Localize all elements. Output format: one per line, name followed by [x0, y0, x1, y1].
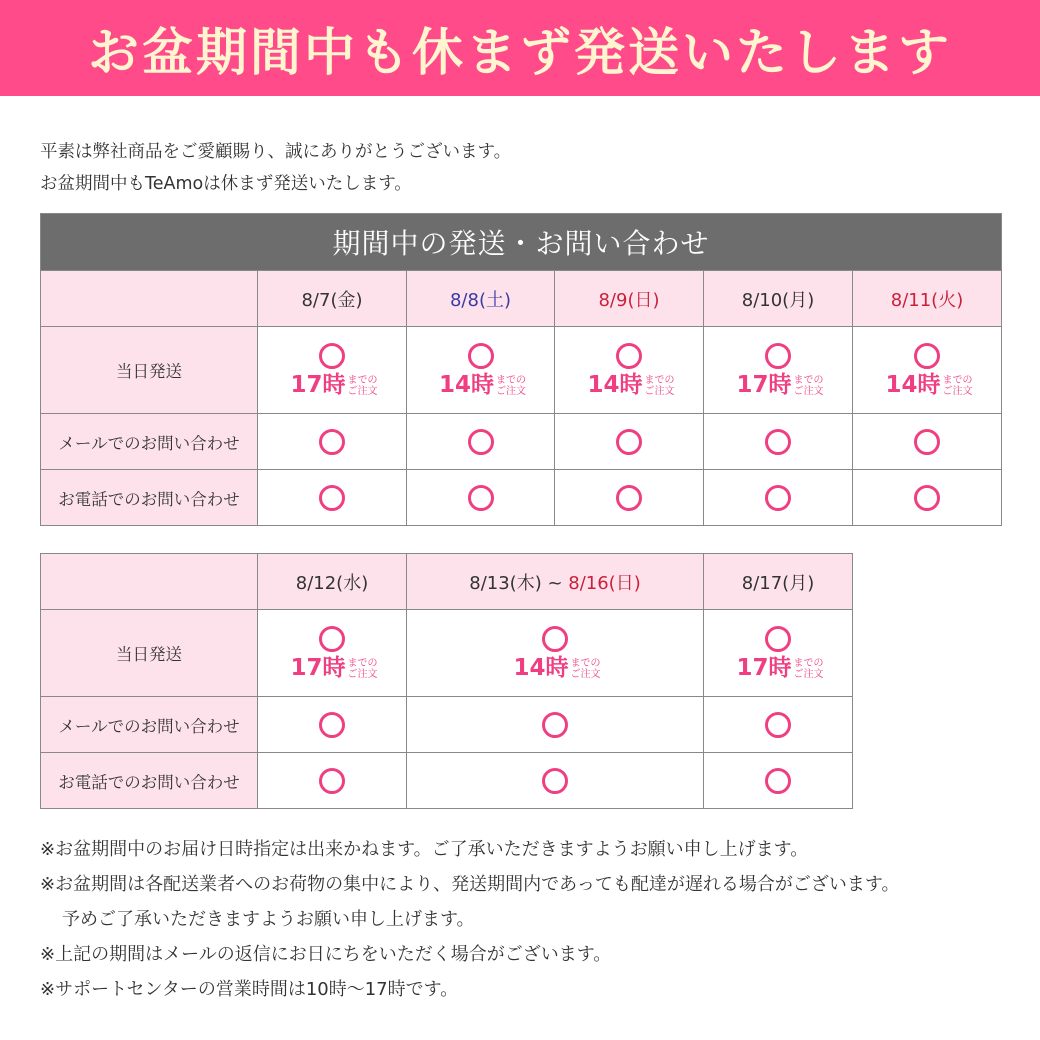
- cutoff-time: [262, 657, 406, 680]
- circle-mark-icon: [542, 626, 568, 652]
- cutoff-time: [559, 374, 703, 397]
- cutoff-note: までの: [347, 657, 378, 669]
- email-cell: [407, 697, 704, 753]
- date-header: 8/7(金): [258, 271, 407, 327]
- shipping-cell: [407, 610, 704, 697]
- shipping-cell: [258, 327, 407, 414]
- circle-mark-icon: [616, 485, 642, 511]
- circle-mark-icon: [765, 485, 791, 511]
- cutoff-note: までの: [644, 374, 675, 386]
- row-label-phone-inquiry: お電話でのお問い合わせ: [41, 470, 258, 526]
- note-line: ※上記の期間はメールの返信にお日にちをいただく場合がございます。: [40, 944, 612, 965]
- note-line: ※お盆期間中のお届け日時指定は出来かねます。ご了承いただきますようお願い申し上げます。: [40, 839, 809, 860]
- circle-mark-icon: [542, 768, 568, 794]
- cutoff-note: ご注文: [347, 668, 378, 680]
- phone-cell: [853, 470, 1002, 526]
- cutoff-note: までの: [942, 374, 973, 386]
- row-label-email-inquiry: メールでのお問い合わせ: [41, 414, 258, 470]
- row-label-same-day-shipping: 当日発送: [41, 327, 258, 414]
- cutoff-time: [262, 374, 406, 397]
- circle-mark-icon: [765, 429, 791, 455]
- circle-mark-icon: [914, 343, 940, 369]
- phone-cell: [407, 753, 704, 809]
- cutoff-note: までの: [496, 374, 526, 386]
- cutoff-note: ご注文: [496, 385, 526, 397]
- email-cell: [704, 697, 853, 753]
- date-range-start: 8/13(木) ~: [469, 572, 569, 594]
- email-cell: [258, 697, 407, 753]
- cutoff-time: [857, 374, 1001, 397]
- cutoff-hour: 14時: [438, 372, 494, 398]
- cutoff-note: までの: [793, 657, 824, 669]
- phone-cell: [258, 753, 407, 809]
- email-cell: [704, 414, 853, 470]
- email-cell: [555, 414, 704, 470]
- page-banner: [0, 0, 1040, 96]
- banner-title: お盆期間中も休まず発送いたします: [87, 24, 952, 83]
- circle-mark-icon: [319, 712, 345, 738]
- cutoff-time: [411, 657, 703, 680]
- cutoff-note: ご注文: [793, 668, 824, 680]
- circle-mark-icon: [542, 712, 568, 738]
- intro-line-1: 平素は弊社商品をご愛顧賜り、誠にありがとうございます。: [40, 142, 512, 162]
- cutoff-note: までの: [347, 374, 378, 386]
- circle-mark-icon: [468, 485, 494, 511]
- cutoff-hour: 14時: [513, 655, 569, 681]
- date-header: 8/8(土): [407, 271, 555, 327]
- cutoff-note: ご注文: [793, 385, 824, 397]
- phone-cell: [555, 470, 704, 526]
- shipping-cell: [555, 327, 704, 414]
- circle-mark-icon: [765, 712, 791, 738]
- email-cell: [258, 414, 407, 470]
- cutoff-time: [708, 374, 852, 397]
- circle-mark-icon: [468, 343, 494, 369]
- cutoff-time: [708, 657, 852, 680]
- shipping-cell: [853, 327, 1002, 414]
- circle-mark-icon: [765, 343, 791, 369]
- date-header: 8/9(日): [555, 271, 704, 327]
- row-label-same-day-shipping: 当日発送: [41, 610, 258, 697]
- circle-mark-icon: [319, 429, 345, 455]
- shipping-cell: [407, 327, 555, 414]
- cutoff-note: までの: [793, 374, 824, 386]
- note-line: ※お盆期間は各配送業者へのお荷物の集中により、発送期間内であっても配達が遅れる場合がございます。: [40, 874, 900, 895]
- cutoff-hour: 17時: [736, 372, 792, 398]
- intro-line-2: お盆期間中もTeAmoは休まず発送いたします。: [40, 174, 412, 194]
- cutoff-hour: 14時: [885, 372, 941, 398]
- email-cell: [407, 414, 555, 470]
- corner-cell: [41, 554, 258, 610]
- circle-mark-icon: [468, 429, 494, 455]
- date-header: 8/11(火): [853, 271, 1002, 327]
- corner-cell: [41, 271, 258, 327]
- shipping-cell: [704, 327, 853, 414]
- cutoff-time: [411, 374, 554, 397]
- date-header: 8/17(月): [704, 554, 853, 610]
- note-line: ※サポートセンターの営業時間は10時〜17時です。: [40, 979, 459, 1000]
- circle-mark-icon: [319, 768, 345, 794]
- cutoff-hour: 17時: [736, 655, 792, 681]
- circle-mark-icon: [914, 485, 940, 511]
- circle-mark-icon: [914, 429, 940, 455]
- schedule-table-2: [40, 553, 853, 809]
- circle-mark-icon: [319, 485, 345, 511]
- date-header: 8/12(水): [258, 554, 407, 610]
- shipping-cell: [704, 610, 853, 697]
- cutoff-note: ご注文: [347, 385, 378, 397]
- date-range-end: 8/16(日): [568, 572, 641, 594]
- row-label-phone-inquiry: お電話でのお問い合わせ: [41, 753, 258, 809]
- cutoff-hour: 17時: [290, 372, 346, 398]
- notes-section: [40, 832, 899, 1007]
- shipping-cell: [258, 610, 407, 697]
- schedule-title: 期間中の発送・お問い合わせ: [41, 214, 1002, 271]
- phone-cell: [704, 753, 853, 809]
- phone-cell: [704, 470, 853, 526]
- cutoff-hour: 14時: [587, 372, 643, 398]
- circle-mark-icon: [616, 343, 642, 369]
- schedule-table-1: [40, 213, 1002, 526]
- cutoff-note: ご注文: [570, 668, 601, 680]
- phone-cell: [407, 470, 555, 526]
- circle-mark-icon: [616, 429, 642, 455]
- note-line: 予めご了承いただきますようお願い申し上げます。: [62, 909, 475, 930]
- intro-text: [40, 136, 511, 200]
- cutoff-note: ご注文: [644, 385, 675, 397]
- cutoff-hour: 17時: [290, 655, 346, 681]
- date-header: 8/10(月): [704, 271, 853, 327]
- cutoff-note: までの: [570, 657, 601, 669]
- circle-mark-icon: [765, 768, 791, 794]
- circle-mark-icon: [319, 626, 345, 652]
- phone-cell: [258, 470, 407, 526]
- cutoff-note: ご注文: [942, 385, 973, 397]
- circle-mark-icon: [765, 626, 791, 652]
- row-label-email-inquiry: メールでのお問い合わせ: [41, 697, 258, 753]
- email-cell: [853, 414, 1002, 470]
- circle-mark-icon: [319, 343, 345, 369]
- date-header-range: [407, 554, 704, 610]
